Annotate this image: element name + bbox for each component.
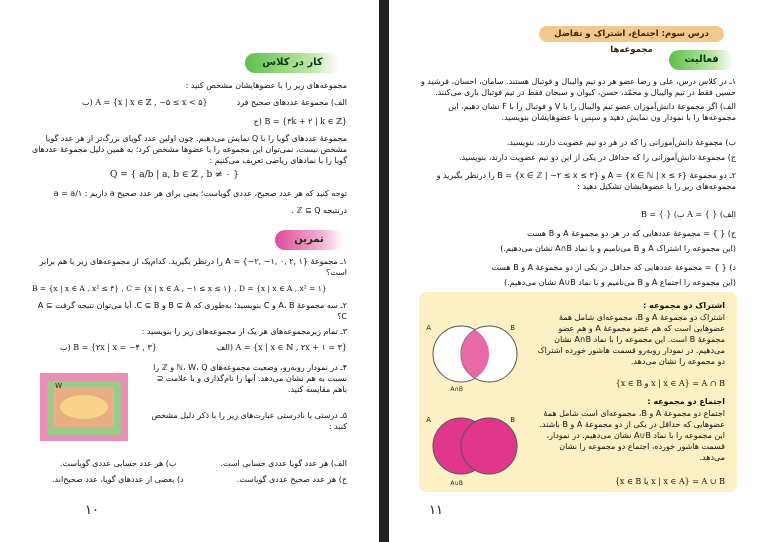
class-activity-item-a: الف) مجموعهٔ عددهای صحیح فرد — [236, 98, 347, 107]
venn-intersection-diagram — [421, 322, 531, 392]
class-activity-intro: مجموعه‌های زیر را با عضوهایشان مشخص کنید : — [185, 81, 347, 90]
activity-p6: الف) { } = A ب) { } = B — [640, 210, 736, 219]
exercise-1-sets: B = {x | x ∈ A , x² ≤ ۴} , C = {x | x ∈ A , −۱ ≤ x ≤ ۱} , D = {x | x ∈ A , x² = ۱} — [32, 284, 327, 293]
venn2-label-a: A — [426, 416, 431, 424]
intersection-title: اشتراک دو مجموعه : — [643, 301, 725, 310]
activity-p10: (این مجموعه را اجتماع A و B می‌نامیم و با نماد A∪B نشان می‌دهیم.) — [503, 278, 736, 287]
venn2-caption: A∪B — [450, 480, 463, 487]
intersection-formula: A ∩ B = {x | x ∈ A و x ∈ B} — [615, 379, 725, 388]
class-activity-heading: کار در کلاس — [245, 53, 340, 73]
exercise-1: ۱ـ مجموعهٔ {۱ ,۲ ,۰ ,۱− ,۲−} = A را درنظر بگیرید. کدام‌یک از مجموعه‌های زیر با هم برابر است؟ — [39, 257, 347, 277]
intersection-text: اشتراک دو مجموعهٔ A و B، مجموعه‌ای شامل همهٔ عضوهایی است که هم عضو مجموعهٔ A و هم عضو مجموعهٔ B است. این مجموعه را با نماد A∩B نشان می‌دهیم. در نمودار روبه‌رو قسمت هاشور خورده اشتراک دو مجموعه را نشان می‌دهد. — [537, 313, 725, 366]
union-title: اجتماع دو مجموعه : — [647, 397, 725, 406]
class-activity-para2: توجه کنید که هر عدد صحیح، عددی گویاست؛ یعنی برای هر عدد صحیح a داریم : a = a/۱ — [53, 189, 347, 198]
exercise-3b: B = {۲x | x = −۴ , ۳} (ب — [60, 343, 157, 352]
union-text: اجتماع دو مجموعهٔ A و B، مجموعه‌ای است شامل همهٔ عضوهایی که حداقل در یکی از دو مجموعهٔ A و B باشند. این مجموعه را با نماد A∪B نشان می‌دهیم. در نمودار، قسمت هاشور خورده، اجتماع دو مجموعه را نشان می‌دهد. — [539, 409, 725, 462]
activity-p2: الف) اگر مجموعهٔ دانش‌آموزان عضو تیم والیبال را با V و فوتبال را با F نشان دهیم، این مجموعه‌ها را با نمودار ون نمایش دهید و سپس با عضوهایشان بنویسید. — [448, 102, 736, 122]
exercise-heading: تمرین — [275, 230, 343, 250]
activity-p3: ب) مجموعهٔ دانش‌آموزانی را که در هر دو تیم عضویت دارند، بنویسید. — [506, 138, 736, 147]
exercise-3: ۳ـ تمام زیرمجموعه‌های هر یک از مجموعه‌های زیر را بنویسید : — [141, 327, 347, 336]
venn1-caption: A∩B — [450, 386, 463, 392]
venn1-label-b: B — [510, 324, 515, 332]
activity-p1: ۱ـ در کلاس درس، علی و رضا عضو هر دو تیم والیبال و فوتبال هستند. سامان، احسان، فرشید و حسین فقط در تیم والیبال و محمّد، حسن، کیوان و سبحان فقط در تیم فوتبال بازی می‌کنند. — [420, 77, 736, 97]
right-page — [389, 0, 768, 542]
activity-p5: ۲ـ دو مجموعهٔ A = {x ∈ ℕ | x ≤ ۶} و B = {x ∈ ℤ | −۲ ≤ x ≤ ۳} را درنظر بگیرید و مجموعه‌های زیر را با عضوهایشان تشکیل دهید : — [436, 171, 736, 191]
rational-definition: Q = { a/b | a, b ∈ ℤ , b ≠ ۰ } — [110, 170, 239, 180]
diagram-ellipse — [60, 395, 108, 419]
exercise-4: ۴ـ در نمودار روبه‌رو، وضعیت مجموعه‌های ℕ، W، Q و ℤ را نسبت به هم نشان می‌دهد. آنها را نام‌گذاری و با علامت ⊆ باهم مقایسه کنید. — [153, 363, 347, 394]
activity-p9: د) { } = مجموعهٔ عددهایی که حداقل در یکی از دو مجموعهٔ A و B هست — [491, 263, 736, 272]
exercise-2: ۲ـ سه مجموعهٔ A، B و C بنویسید؛ به‌طوری که B ⊆ A و C ⊆ B. آیا می‌توان نتیجه گرفت A ⊆ C؟ — [37, 301, 347, 321]
exercise-5a: الف) هر عدد گویا عددی حسابی است. — [220, 459, 347, 468]
exercise-5c: ج) هر عدد صحیح عددی گویاست. — [236, 475, 347, 484]
activity-p8: (این مجموعه را اشتراک A و B می‌نامیم و با نماد A∩B نشان می‌دهیم.) — [500, 244, 736, 253]
activity-p7: ج) { } = مجموعهٔ عددهایی که در هر دو مجموعهٔ A و B هست — [526, 229, 736, 238]
union-formula: A ∪ B = {x | x ∈ A یا x ∈ B} — [614, 477, 725, 486]
class-activity-item-c: B = {۳k + ۲ | k ∈ ℤ} (ج — [253, 117, 347, 126]
activity-heading: فعالیت — [669, 50, 734, 70]
activity-p4: ج) مجموعهٔ دانش‌آموزانی را که حداقل در یکی از این دو تیم عضویت دارند، بنویسید. — [458, 153, 736, 162]
class-activity-item-b: A = {x | x ∈ ℤ , −۵ ≤ x < ۵} (ب — [82, 98, 208, 107]
nested-sets-diagram — [40, 373, 128, 441]
class-activity-para3: درنتیجه ℤ ⊆ Q . — [291, 206, 347, 215]
exercise-5b: ب) هر عدد حسابی عددی گویاست. — [60, 459, 177, 468]
page-number-right: ۱۱ — [429, 503, 443, 518]
book-gutter — [379, 0, 389, 542]
left-page — [0, 0, 379, 542]
class-activity-para1: مجموعهٔ عددهای گویا را با Q نمایش می‌دهیم. چون اولین عدد گویای بزرگ‌تر از هر عدد گویا مشخص نیست، نمی‌توان این مجموعه را با عضوها مشخص کرد؛ به همین دلیل مجموعهٔ عددهای گویا را با نمادهای ریاضی تعریف می‌کنیم : — [31, 134, 347, 165]
definition-box — [419, 292, 737, 492]
diagram-w-label: W — [55, 382, 62, 390]
venn2-label-b: B — [510, 416, 515, 424]
exercise-3a: A = {x | x ∈ ℕ , ۲x + ۱ = ۳} (الف — [216, 343, 347, 352]
venn1-label-a: A — [426, 324, 431, 332]
exercise-5d: د) بعضی از عددهای گویا، عدد صحیح‌اند. — [52, 475, 184, 484]
venn2-circle-b — [461, 418, 517, 474]
lesson-title: درس سوم: اجتماع، اشتراک و تفاضل مجموعه‌ها — [539, 26, 724, 42]
exercise-5: ۵ـ درستی یا نادرستی عبارت‌های زیر را با ذکر دلیل مشخص کنید : — [151, 411, 347, 431]
page-number-left: ۱۰ — [85, 503, 99, 518]
venn-union-diagram — [421, 414, 531, 488]
